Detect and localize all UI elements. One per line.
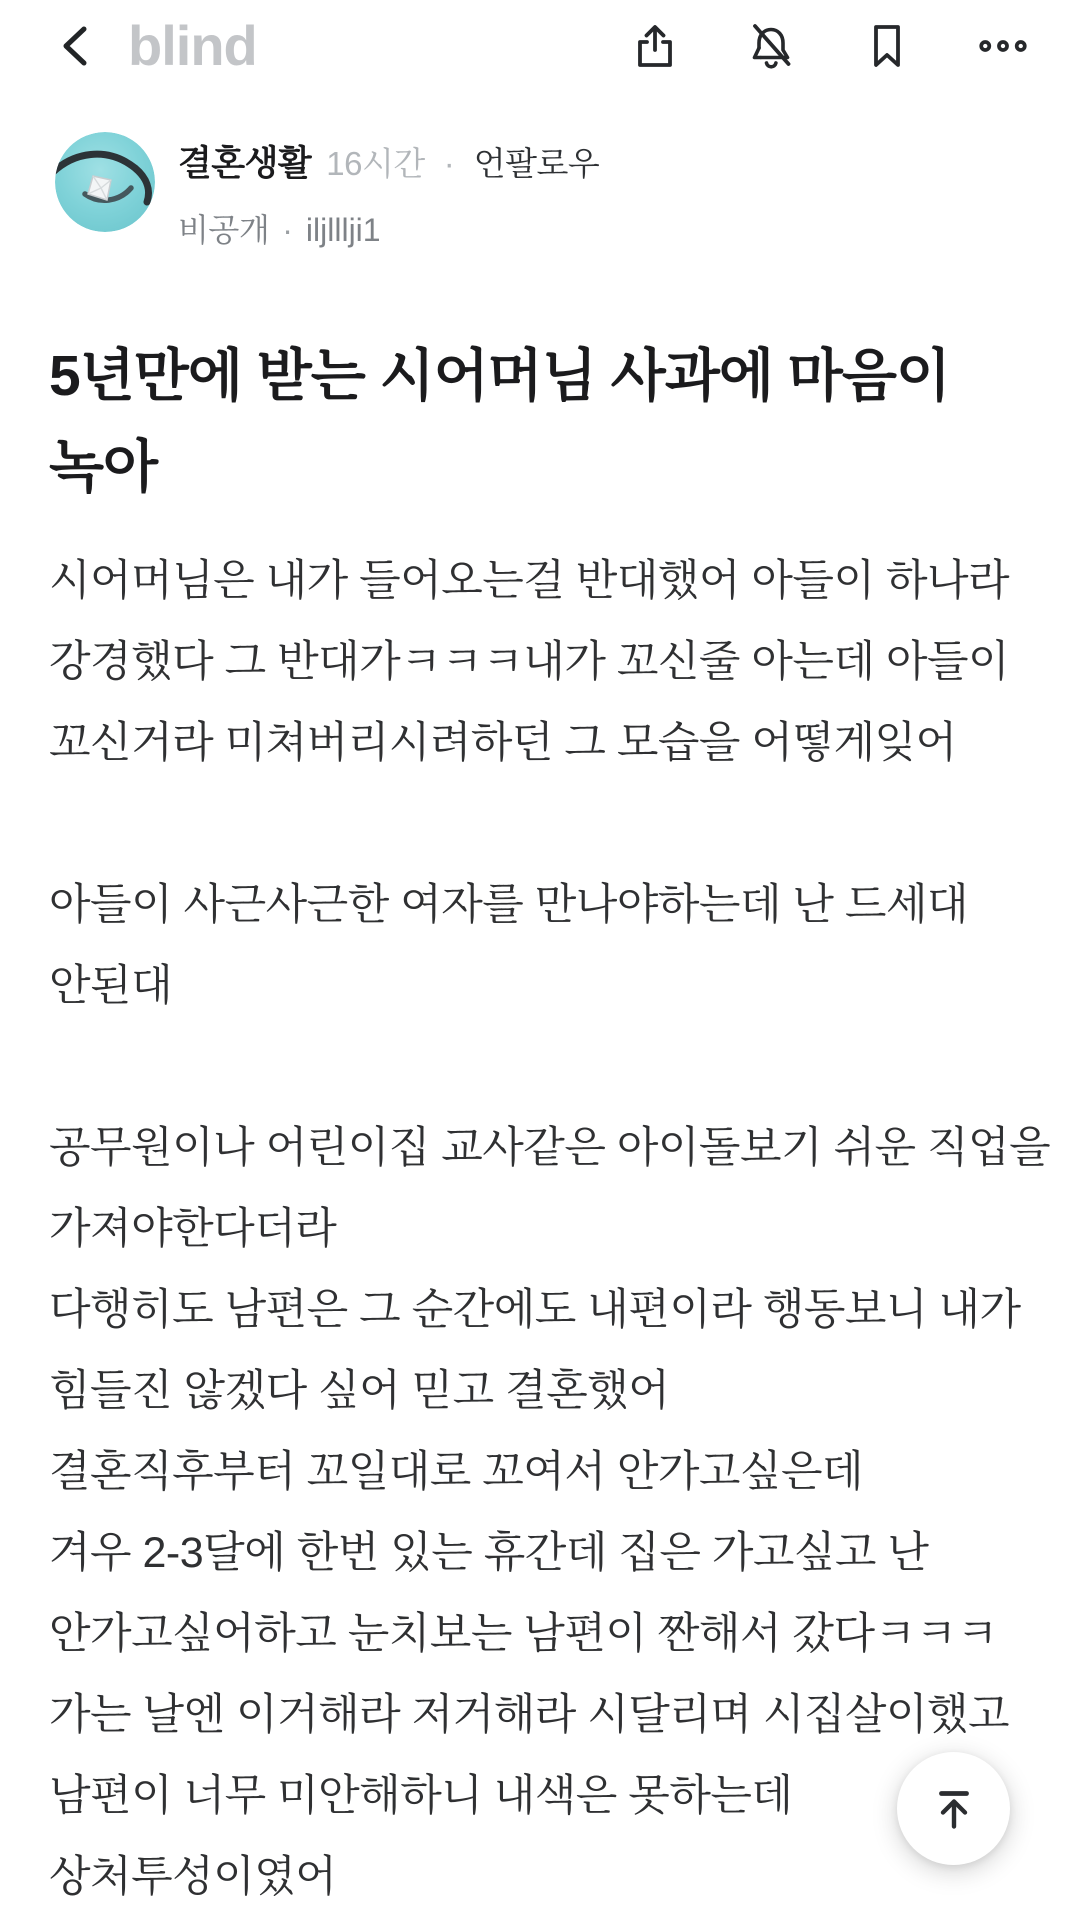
- bookmark-button[interactable]: [862, 21, 912, 71]
- notifications-off-button[interactable]: [746, 21, 796, 71]
- topbar-actions: [630, 21, 1028, 71]
- body-line: 아들이 사근사근한 여자를 만나야하는데 난 드세대: [49, 881, 969, 929]
- post-title-line: 5년만에 받는 시어머님 사과에 마음이: [49, 344, 950, 408]
- more-dots-icon: [978, 22, 1028, 70]
- dot-separator: ·: [443, 145, 455, 182]
- meta-row-1: [178, 136, 599, 186]
- top-bar: [0, 0, 1077, 88]
- meta-text: [178, 132, 599, 251]
- body-line: [49, 1027, 1031, 1108]
- body-line: 공무원이나 어린이집 교사같은 아이돌보기 쉬운 직업을: [49, 1124, 1051, 1172]
- more-button[interactable]: [978, 21, 1028, 71]
- body-line: 결혼직후부터 꼬일대로 꼬여서 안가고싶은데: [49, 1448, 864, 1496]
- post-time: 16시간: [326, 145, 425, 182]
- body-line: 가져야한다더라: [49, 1205, 337, 1253]
- post-body: [49, 541, 1051, 1915]
- body-line: 강경했다 그 반대가ㅋㅋㅋ내가 꼬신줄 아는데 아들이: [49, 638, 1010, 686]
- body-line: 다행히도 남편은 그 순간에도 내편이라 행동보니 내가: [49, 1286, 1021, 1334]
- back-button[interactable]: [56, 24, 96, 68]
- dot-separator: ·: [282, 212, 293, 248]
- blind-logo: blind: [128, 14, 257, 77]
- unfollow-button[interactable]: 언팔로우: [473, 145, 600, 182]
- meta-row-2: [178, 205, 599, 251]
- share-button[interactable]: [630, 21, 680, 71]
- body-line: 안가고싶어하고 눈치보는 남편이 짠해서 갔다ㅋㅋㅋ: [49, 1610, 998, 1658]
- body-line: 힘들진 않겠다 싶어 믿고 결혼했어: [49, 1367, 670, 1415]
- body-line: 안된대: [49, 962, 173, 1010]
- body-line: [49, 784, 1031, 865]
- share-icon: [631, 22, 679, 70]
- body-line: 남편이 너무 미안해하니 내색은 못하는데: [49, 1772, 793, 1820]
- bookmark-icon: [864, 22, 910, 70]
- author-id: iljlllji1: [305, 212, 381, 248]
- back-chevron-icon: [57, 24, 95, 68]
- body-line: 가는 날엔 이거해라 저거해라 시달리며 시집살이했고: [49, 1691, 1010, 1739]
- body-line: 꼬신거라 미쳐버리시려하던 그 모습을 어떻게잊어: [49, 719, 957, 767]
- post-title-line: 녹아: [49, 435, 158, 499]
- board-name[interactable]: 결혼생활: [178, 144, 312, 183]
- scroll-to-top-button[interactable]: [897, 1752, 1010, 1865]
- scroll-top-icon: [930, 1785, 978, 1833]
- body-line: 상처투성이였어: [49, 1853, 337, 1901]
- visibility-label: 비공개: [178, 212, 270, 248]
- post-title: [49, 331, 1028, 513]
- avatar: [55, 132, 155, 232]
- bell-slash-icon: [746, 21, 796, 71]
- body-line: 겨우 2-3달에 한번 있는 휴간데 집은 가고싶고 난: [49, 1529, 929, 1577]
- post-meta: [55, 132, 1028, 251]
- body-line: 시어머님은 내가 들어오는걸 반대했어 아들이 하나라: [49, 557, 1010, 605]
